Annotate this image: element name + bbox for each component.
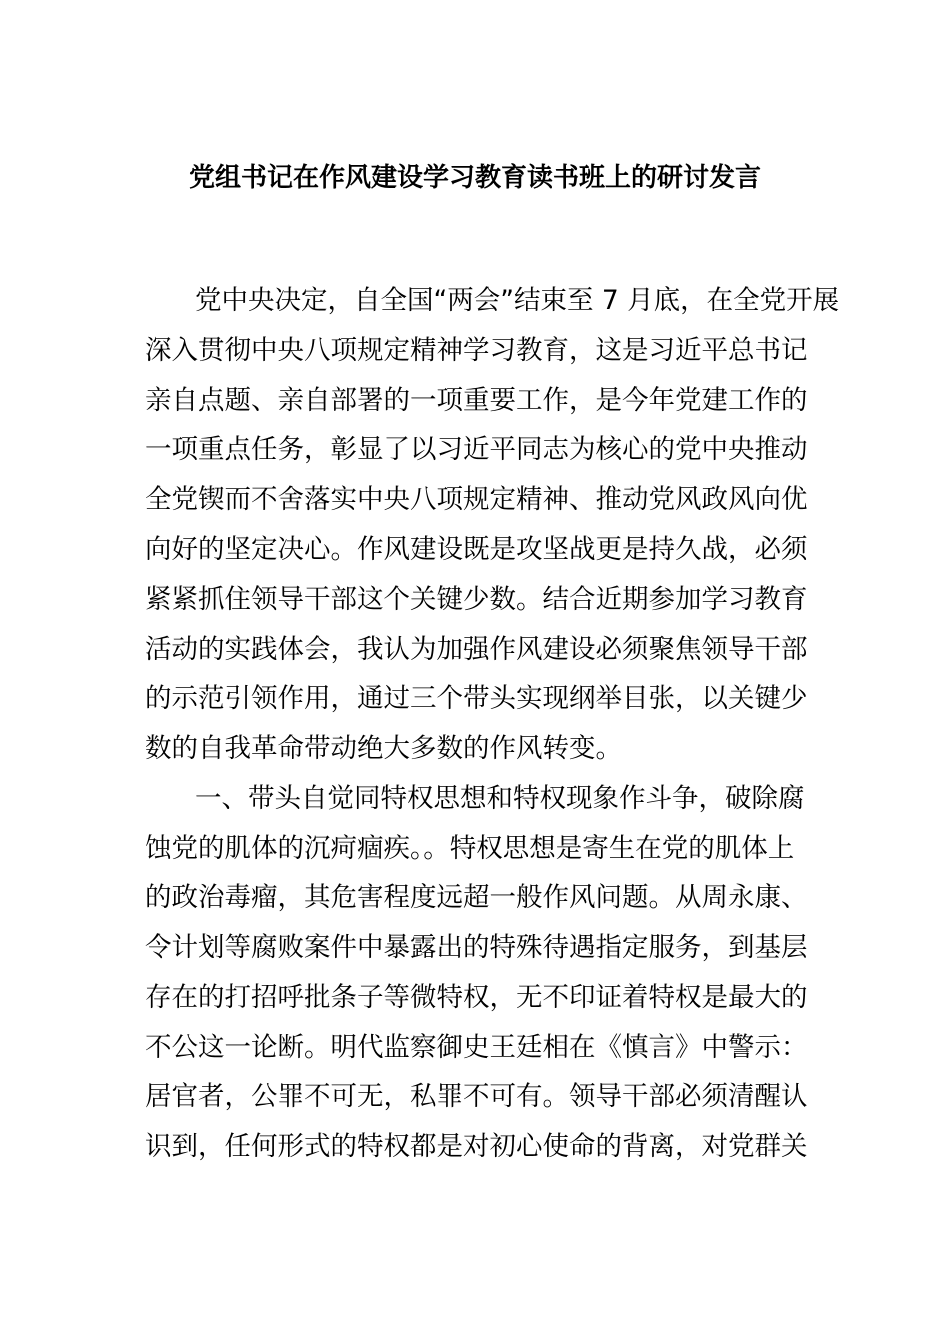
paragraph-line: 的示范引领作用，通过三个带头实现纲举目张，以关键少 (145, 683, 808, 714)
paragraph-line: 不公这一论断。明代监察御史王廷相在《慎言》中警示： (145, 1032, 808, 1063)
section-heading-line: 一、带头自觉同特权思想和特权现象作斗争，破除腐 (195, 783, 805, 814)
paragraph-line: 的政治毒瘤，其危害程度远超一般作风问题。从周永康、 (145, 882, 808, 913)
paragraph-line: 活动的实践体会，我认为加强作风建设必须聚焦领导干部 (145, 634, 808, 665)
paragraph-line: 识到，任何形式的特权都是对初心使命的背离，对党群关 (145, 1131, 808, 1162)
paragraph-line: 令计划等腐败案件中暴露出的特殊待遇指定服务，到基层 (145, 932, 808, 963)
paragraph-line: 向好的坚定决心。作风建设既是攻坚战更是持久战，必须 (145, 534, 808, 565)
paragraph-line: 紧紧抓住领导干部这个关键少数。结合近期参加学习教育 (145, 584, 808, 615)
paragraph-line: 蚀党的肌体的沉疴痼疾。。特权思想是寄生在党的肌体上 (145, 833, 795, 864)
paragraph-line: 居官者，公罪不可无，私罪不可有。领导干部必须清醒认 (145, 1081, 808, 1112)
paragraph-line: 存在的打招呼批条子等微特权，无不印证着特权是最大的 (145, 982, 808, 1013)
paragraph-line: 数的自我革命带动绝大多数的作风转变。 (145, 733, 622, 764)
paragraph-line: 深入贯彻中央八项规定精神学习教育，这是习近平总书记 (145, 335, 808, 366)
document-title: 党组书记在作风建设学习教育读书班上的研讨发言 (188, 163, 761, 193)
paragraph-line: 亲自点题、亲自部署的一项重要工作，是今年党建工作的 (145, 385, 808, 416)
paragraph-line: 一项重点任务，彰显了以习近平同志为核心的党中央推动 (145, 434, 808, 465)
paragraph-line: 全党锲而不舍落实中央八项规定精神、推动党风政风向优 (145, 484, 808, 515)
paragraph-line: 党中央决定，自全国“两会”结束至 7 月底，在全党开展 (195, 285, 840, 316)
